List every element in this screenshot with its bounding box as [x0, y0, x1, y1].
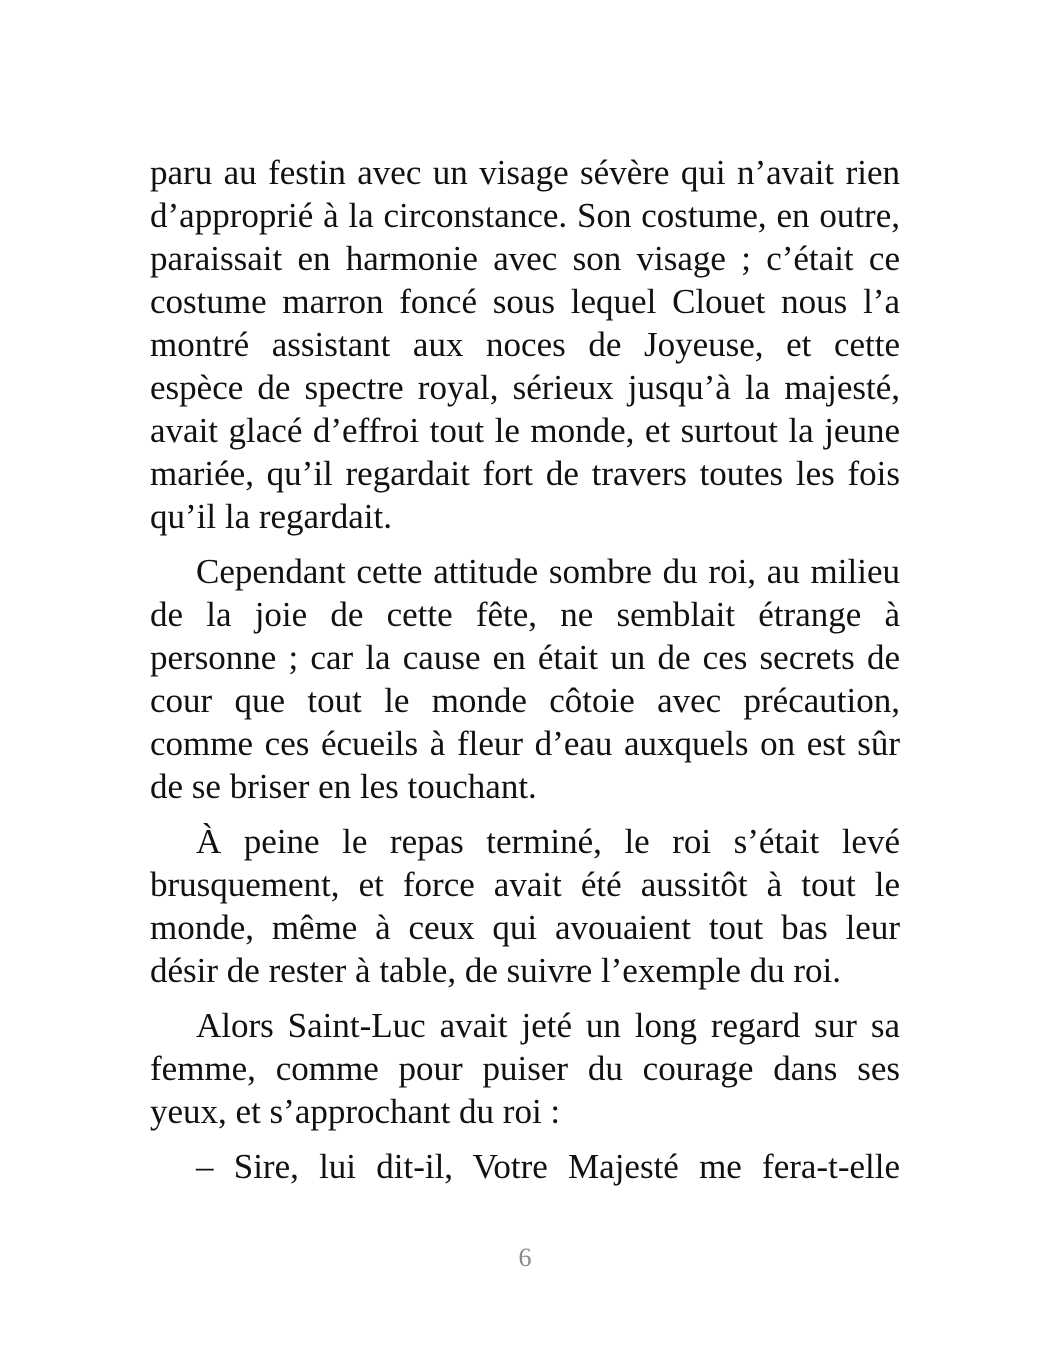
- paragraph-4: Alors Saint-Luc avait jeté un long regard sur sa femme, comme pour puiser du courage dans ses yeux, et s’approchant du roi :: [150, 1006, 900, 1131]
- paragraph-5: – Sire, lui dit-il, Votre Majesté me fera-t-elle: [196, 1147, 900, 1186]
- paragraph-2: Cependant cette attitude sombre du roi, au milieu de la joie de cette fête, ne semblait étrange à personne ; car la cause en était un de ces secrets de cour que tout le monde côtoie avec précaution, comme ces écueils à fleur d’eau auxquels on est sûr de se briser en les touchant.: [150, 552, 900, 806]
- page-body: [150, 151, 900, 1200]
- paragraph-1: paru au festin avec un visage sévère qui n’avait rien d’approprié à la circonstance. Son costume, en outre, paraissait en harmonie avec son visage ; c’était ce costume marron foncé sous lequel Clouet nous l’a montré assistant aux noces de Joyeuse, et cette espèce de spectre royal, sérieux jusqu’à la majesté, avait glacé d’effroi tout le monde, et surtout la jeune mariée, qu’il regardait fort de travers toutes les fois qu’il la regardait.: [150, 153, 900, 536]
- page-number: 6: [518, 1243, 532, 1272]
- paragraph-3: À peine le repas terminé, le roi s’était levé brusquement, et force avait été aussitôt à tout le monde, même à ceux qui avouaient tout bas leur désir de rester à table, de suivre l’exemple du roi.: [150, 822, 900, 990]
